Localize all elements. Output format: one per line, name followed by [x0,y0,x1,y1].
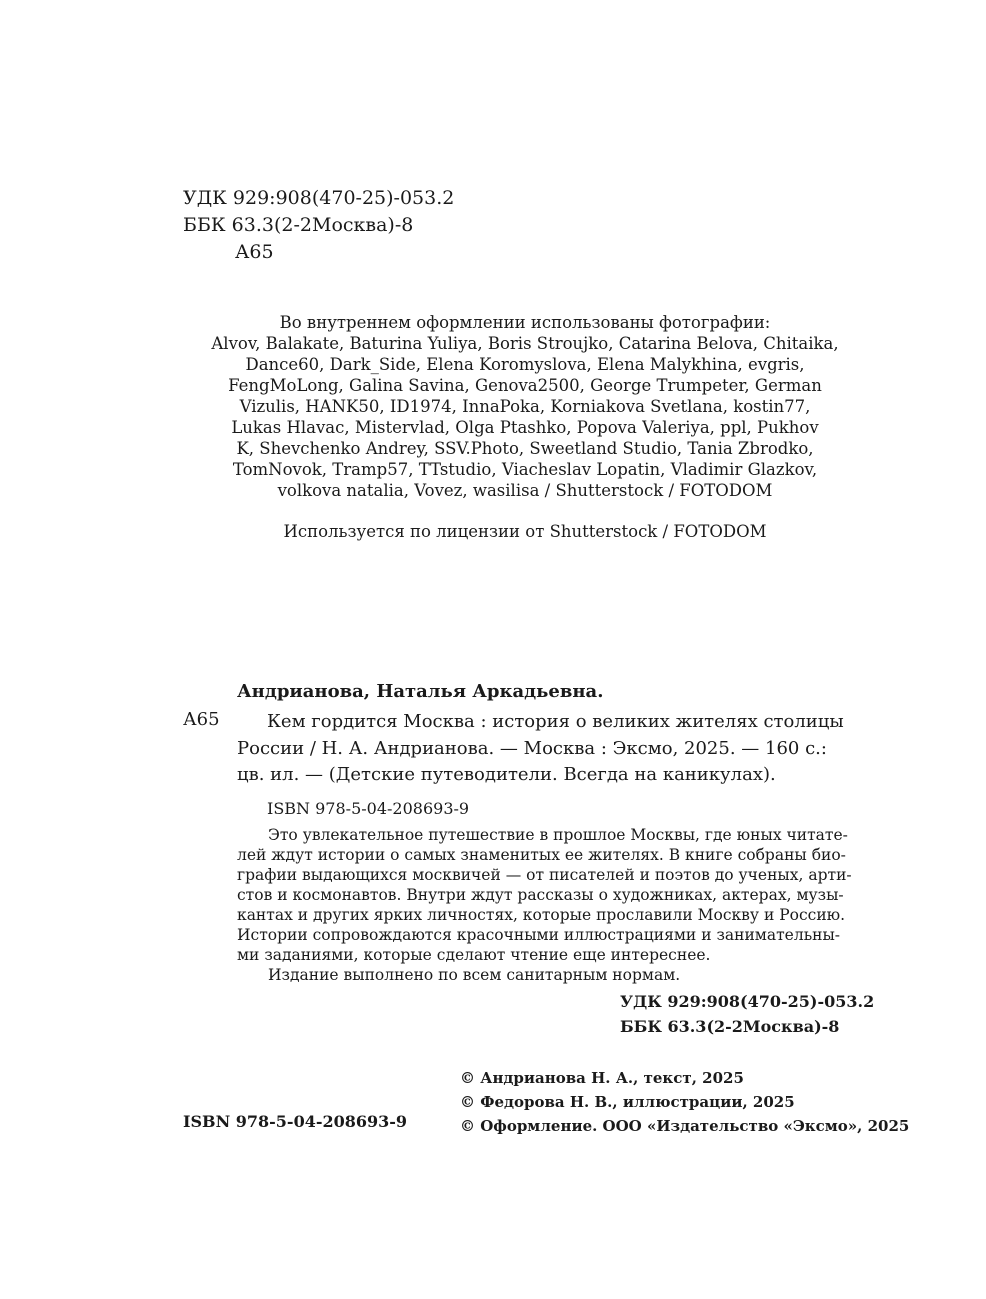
author-sign: А65 [235,241,274,263]
annotation-line: Это увлекательное путешествие в прошлое Москвы, где юных читате- [268,826,848,844]
credits-line: volkova natalia, Vovez, wasilisa / Shutterstock / FOTODOM [277,481,773,500]
catalog-line: цв. ил. — (Детские путеводители. Всегда на каникулах). [237,764,776,785]
credits-line: Lukas Hlavac, Mistervlad, Olga Ptashko, Popova Valeriya, ppl, Pukhov [231,418,819,437]
catalog-line: Кем гордится Москва : история о великих жителях столицы [267,711,844,732]
catalog-line: России / Н. А. Андрианова. — Москва : Эксмо, 2025. — 160 с.: [237,737,827,759]
isbn-bottom: ISBN 978-5-04-208693-9 [183,1112,408,1131]
copyright-line: © Оформление. ООО «Издательство «Эксмо», 2025 [460,1117,910,1135]
photo-credits [150,312,900,501]
credits-line: Во внутреннем оформлении использованы фотографии: [279,313,771,332]
annotation-line: ми заданиями, которые сделают чтение еще интереснее. [237,946,711,964]
credits-line: Vizulis, HANK50, ID1974, InnaPoka, Korniakova Svetlana, kostin77, [239,397,811,416]
credits-line: Dance60, Dark_Side, Elena Koromyslova, Elena Malykhina, evgris, [245,355,805,374]
annotation-line: графии выдающихся москвичей — от писателей и поэтов до ученых, арти- [237,866,852,884]
copyright-block [460,1066,909,1138]
bbk-code: ББК 63.3(2-2Москва)-8 [183,214,414,236]
credits-line: Alvov, Balakate, Baturina Yuliya, Boris Stroujko, Catarina Belova, Chitaika, [211,334,839,353]
udk-code-bottom: УДК 929:908(470-25)-053.2 [620,992,875,1011]
credits-line: FengMoLong, Galina Savina, Genova2500, George Trumpeter, German [228,376,822,395]
license-note: Используется по лицензии от Shutterstock / FOTODOM [283,522,767,541]
catalog-isbn: ISBN 978-5-04-208693-9 [267,799,470,818]
credits-line: TomNovok, Tramp57, TTstudio, Viacheslav Lopatin, Vladimir Glazkov, [232,460,818,479]
catalog-index: А65 [183,709,220,730]
bbk-code-bottom: ББК 63.3(2-2Москва)-8 [620,1017,840,1036]
annotation-line: кантах и других ярких личностях, которые прославили Москву и Россию. [237,906,846,924]
annotation-line: Издание выполнено по всем санитарным нормам. [268,966,681,984]
credits-line: K, Shevchenko Andrey, SSV.Photo, Sweetland Studio, Tania Zbrodko, [236,439,814,458]
udk-code: УДК 929:908(470-25)-053.2 [183,187,455,209]
copyright-line: © Андрианова Н. А., текст, 2025 [460,1069,744,1087]
bottom-classification-codes [620,989,874,1039]
catalog-author: Андрианова, Наталья Аркадьевна. [237,681,604,702]
annotation-line: Истории сопровождаются красочными иллюстрациями и занимательны- [237,926,841,944]
annotation-line: стов и космонавтов. Внутри ждут рассказы о художниках, актерах, музы- [237,886,844,904]
catalog-entry [237,709,844,789]
top-classification-codes [183,185,454,266]
annotation-line: лей ждут истории о самых знаменитых ее жителях. В книге собраны био- [237,846,846,864]
annotation [237,825,852,985]
copyright-line: © Федорова Н. В., иллюстрации, 2025 [460,1093,795,1111]
